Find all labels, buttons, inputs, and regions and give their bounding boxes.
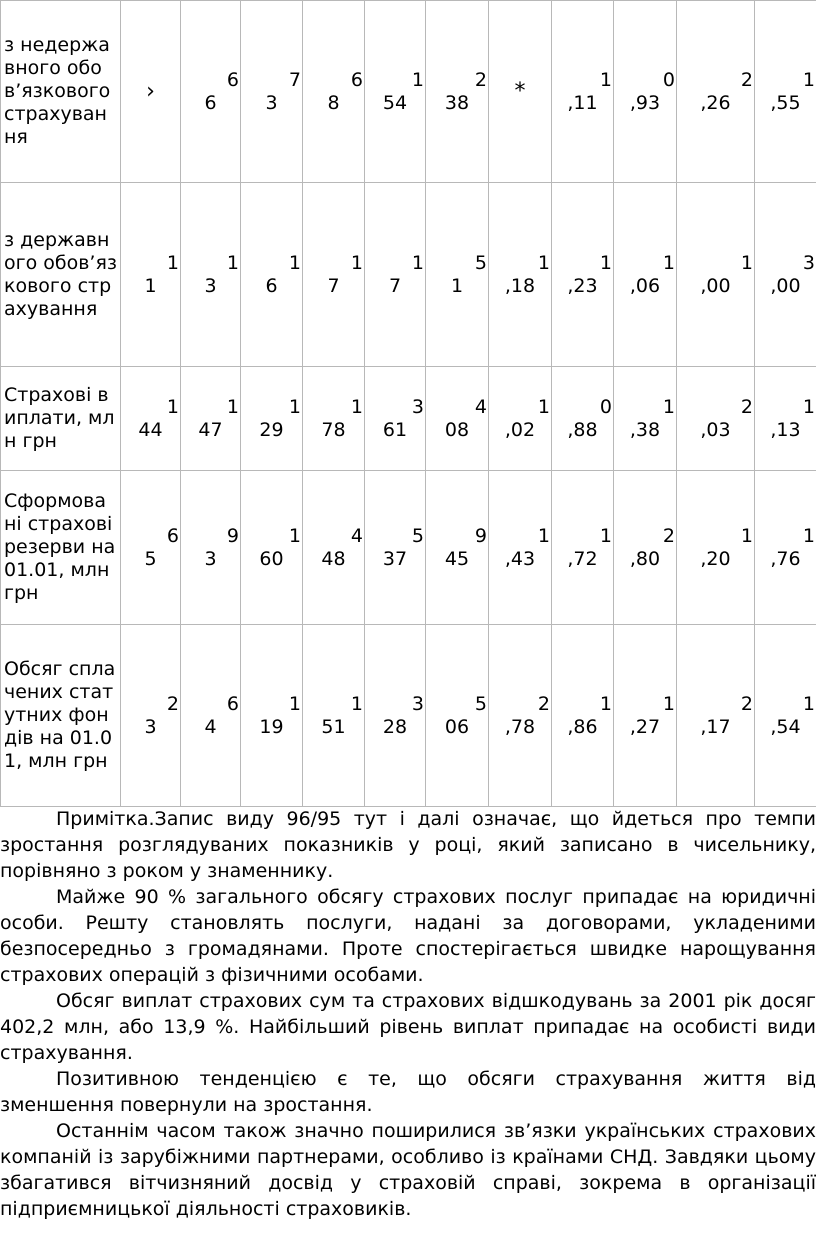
cell-top-digit: 4 (350, 524, 363, 547)
cell-top-digit: 1 (166, 251, 179, 274)
table-row (1, 183, 816, 367)
cell-bottom-value: ,72 (567, 547, 598, 570)
cell-top-digit: 9 (226, 524, 239, 547)
cell-bottom-value: ,20 (700, 547, 731, 570)
row-label: Обсяг сплачених статутних фондів на 01.01, млн грн (4, 658, 116, 772)
value-cell (552, 625, 614, 807)
value-cell (614, 1, 677, 183)
cell-bottom-value: ,13 (770, 418, 801, 441)
cell-bottom-value: 19 (259, 715, 284, 738)
cell-bottom-value: ,02 (504, 418, 536, 441)
value-cell (614, 183, 677, 367)
value-cell (426, 1, 489, 183)
cell-top-digit: 5 (474, 692, 487, 715)
cell-bottom-value: ,54 (770, 715, 801, 738)
cell-bottom-value: 1 (450, 274, 464, 297)
cell-top-digit: 1 (802, 395, 815, 418)
value-cell (241, 1, 303, 183)
row-label-cell (1, 367, 121, 471)
value-cell (614, 471, 677, 625)
row-label: з недержавного обов’язкового страхування (4, 34, 111, 148)
cell-top-digit: 2 (166, 692, 179, 715)
cell-bottom-value: 7 (388, 274, 402, 297)
cell-top-digit: 1 (350, 692, 363, 715)
value-cell (303, 367, 365, 471)
cell-bottom-value: 06 (444, 715, 470, 738)
value-cell (677, 1, 755, 183)
cell-top-digit: 1 (226, 395, 239, 418)
cell-bottom-value: ,43 (504, 547, 536, 570)
cell-top-digit: 1 (662, 692, 675, 715)
cell-bottom-value: 1 (144, 274, 157, 297)
cell-bottom-value: 6 (204, 91, 217, 114)
cell-bottom-value: 37 (382, 547, 408, 570)
cell-top-digit: 3 (802, 251, 815, 274)
value-cell (241, 625, 303, 807)
value-cell (365, 1, 426, 183)
value-cell (365, 183, 426, 367)
cell-top-digit: 2 (662, 524, 675, 547)
value-cell (121, 625, 181, 807)
cell-top-digit: 1 (537, 395, 550, 418)
cell-top-digit: 1 (662, 251, 675, 274)
cell-top-digit: 5 (474, 251, 487, 274)
table-row (1, 367, 816, 471)
cell-top-digit: 1 (599, 68, 612, 91)
value-cell (121, 471, 181, 625)
cell-bottom-value: 6 (265, 274, 278, 297)
cell-bottom-value: ,80 (629, 547, 661, 570)
cell-top-digit: 1 (537, 524, 550, 547)
value-cell (677, 471, 755, 625)
cell-bottom-value: ,17 (700, 715, 731, 738)
cell-bottom-value: ,27 (629, 715, 661, 738)
value-cell (426, 471, 489, 625)
cell-top-digit: 1 (288, 395, 301, 418)
value-cell (181, 625, 241, 807)
cell-top-digit: 1 (411, 68, 424, 91)
cell-top-digit: 2 (537, 692, 550, 715)
cell-bottom-value: 8 (327, 91, 340, 114)
cell-bottom-value: ,03 (700, 418, 731, 441)
cell-top-digit: 1 (166, 395, 179, 418)
value-cell (303, 1, 365, 183)
value-cell (677, 183, 755, 367)
value-cell (426, 367, 489, 471)
cell-top-digit: 4 (474, 395, 487, 418)
value-cell (241, 471, 303, 625)
value-cell (303, 471, 365, 625)
value-cell (489, 367, 552, 471)
cell-top-digit: 0 (662, 68, 675, 91)
value-cell (552, 471, 614, 625)
value-cell (677, 625, 755, 807)
value-cell (365, 625, 426, 807)
value-cell (365, 367, 426, 471)
value-cell (755, 1, 816, 183)
cell-top-digit: 5 (411, 524, 424, 547)
value-cell (489, 471, 552, 625)
cell-top-digit: 3 (411, 395, 424, 418)
cell-bottom-value: ,26 (700, 91, 731, 114)
cell-bottom-value: ,93 (629, 91, 661, 114)
cell-top-digit: 9 (474, 524, 487, 547)
cell-bottom-value: ,76 (770, 547, 801, 570)
cell-top-digit: 6 (226, 692, 239, 715)
cell-bottom-value: ,88 (567, 418, 598, 441)
cell-top-digit: 1 (288, 524, 301, 547)
cell-top-digit: 2 (740, 692, 753, 715)
cell-bottom-value: 28 (382, 715, 408, 738)
value-cell (755, 183, 816, 367)
body-text (0, 806, 816, 1222)
cell-bottom-value: 51 (321, 715, 346, 738)
row-label-cell (1, 183, 121, 367)
cell-top-digit: 1 (740, 524, 753, 547)
cell-bottom-value: 47 (198, 418, 223, 441)
value-cell (755, 625, 816, 807)
cell-top-digit: 1 (537, 251, 550, 274)
cell-top-digit: 2 (740, 395, 753, 418)
cell-bottom-value: 3 (144, 715, 157, 738)
value-cell (241, 367, 303, 471)
row-label: Страхові виплати, млн грн (4, 384, 115, 452)
table-row (1, 471, 816, 625)
value-cell (303, 183, 365, 367)
cell-top-digit: 1 (599, 251, 612, 274)
row-label: Сформовані страхові резерви на 01.01, млн грн (4, 490, 116, 604)
cell-top-digit: 1 (740, 251, 753, 274)
cell-bottom-value: ,18 (504, 274, 536, 297)
table-row (1, 625, 816, 807)
note-paragraph: Примітка.Запис виду 96/95 тут і далі означає, що йдеться про темпи зростання розглядуваних показників у році, який записано в чисельнику, порівняно з роком у знаменнику. (0, 808, 816, 882)
cell-bottom-value: 7 (327, 274, 340, 297)
cell-mark: › (146, 78, 155, 104)
value-cell (121, 183, 181, 367)
value-cell (755, 471, 816, 625)
cell-bottom-value: ,00 (770, 274, 801, 297)
value-cell (121, 1, 181, 183)
value-cell (121, 367, 181, 471)
value-cell (426, 625, 489, 807)
cell-bottom-value: 29 (259, 418, 284, 441)
cell-top-digit: 1 (802, 524, 815, 547)
cell-mark: * (514, 78, 526, 104)
row-label: з державного обов’язкового страхування (4, 228, 118, 320)
cell-top-digit: 2 (474, 68, 487, 91)
table-row (1, 1, 816, 183)
value-cell (614, 367, 677, 471)
cell-top-digit: 7 (288, 68, 301, 91)
cell-top-digit: 3 (411, 692, 424, 715)
cell-bottom-value: ,78 (504, 715, 536, 738)
value-cell (755, 367, 816, 471)
cell-bottom-value: 48 (321, 547, 346, 570)
value-cell (552, 1, 614, 183)
cell-bottom-value: 08 (444, 418, 470, 441)
cell-top-digit: 6 (350, 68, 363, 91)
cell-top-digit: 6 (226, 68, 239, 91)
cell-bottom-value: 4 (204, 715, 217, 738)
cell-top-digit: 1 (802, 692, 815, 715)
value-cell (489, 625, 552, 807)
cell-top-digit: 1 (350, 395, 363, 418)
value-cell (489, 1, 552, 183)
cell-top-digit: 1 (350, 251, 363, 274)
cell-top-digit: 6 (166, 524, 179, 547)
value-cell (181, 367, 241, 471)
cell-bottom-value: 44 (138, 418, 163, 441)
paragraph-foreign-partners: Останнім часом також значно поширилися зв’язки українських страхових компаній із зарубіжними партнерами, особливо із країнами СНД. Завдяки цьому збагатився вітчизняний досвід у страховій справі, зокрема в організації підприємницької діяльності страховиків. (0, 1120, 816, 1220)
value-cell (677, 367, 755, 471)
cell-bottom-value: 78 (321, 418, 346, 441)
value-cell (365, 471, 426, 625)
cell-bottom-value: ,11 (567, 91, 598, 114)
cell-bottom-value: ,38 (629, 418, 661, 441)
cell-bottom-value: 45 (444, 547, 470, 570)
value-cell (552, 183, 614, 367)
cell-top-digit: 1 (802, 68, 815, 91)
value-cell (181, 471, 241, 625)
value-cell (181, 1, 241, 183)
paragraph-payouts: Обсяг виплат страхових сум та страхових відшкодувань за 2001 рік досяг 402,2 млн, або 13,9 %. Найбільший рівень виплат припадає на особисті види страхування. (0, 990, 816, 1064)
cell-bottom-value: 38 (444, 91, 470, 114)
cell-top-digit: 1 (599, 692, 612, 715)
cell-top-digit: 1 (288, 692, 301, 715)
cell-top-digit: 1 (288, 251, 301, 274)
value-cell (614, 625, 677, 807)
cell-top-digit: 1 (226, 251, 239, 274)
paragraph-life-insurance: Позитивною тенденцією є те, що обсяги страхування життя від зменшення повернули на зростання. (0, 1068, 816, 1116)
cell-top-digit: 2 (740, 68, 753, 91)
cell-top-digit: 0 (599, 395, 612, 418)
cell-bottom-value: ,86 (567, 715, 598, 738)
row-label-cell (1, 1, 121, 183)
cell-bottom-value: 54 (382, 91, 408, 114)
paragraph-services-share: Майже 90 % загального обсягу страхових послуг припадає на юридичні особи. Решту становлять послуги, надані за договорами, укладеними безпосередньо з громадянами. Проте спостерігається швидке нарощування страхових операцій з фізичними особами. (0, 886, 816, 986)
cell-bottom-value: 3 (204, 547, 217, 570)
row-label-cell (1, 471, 121, 625)
cell-bottom-value: ,55 (770, 91, 801, 114)
value-cell (552, 367, 614, 471)
value-cell (303, 625, 365, 807)
value-cell (426, 183, 489, 367)
cell-bottom-value: 3 (204, 274, 217, 297)
value-cell (181, 183, 241, 367)
cell-bottom-value: 60 (259, 547, 284, 570)
cell-bottom-value: ,23 (567, 274, 598, 297)
cell-top-digit: 1 (411, 251, 424, 274)
cell-bottom-value: 3 (265, 91, 278, 114)
cell-bottom-value: ,06 (629, 274, 661, 297)
cell-bottom-value: 61 (382, 418, 408, 441)
cell-top-digit: 1 (662, 395, 675, 418)
row-label-cell (1, 625, 121, 807)
cell-bottom-value: 5 (144, 547, 157, 570)
value-cell (489, 183, 552, 367)
cell-bottom-value: ,00 (700, 274, 731, 297)
cell-top-digit: 1 (599, 524, 612, 547)
value-cell (241, 183, 303, 367)
